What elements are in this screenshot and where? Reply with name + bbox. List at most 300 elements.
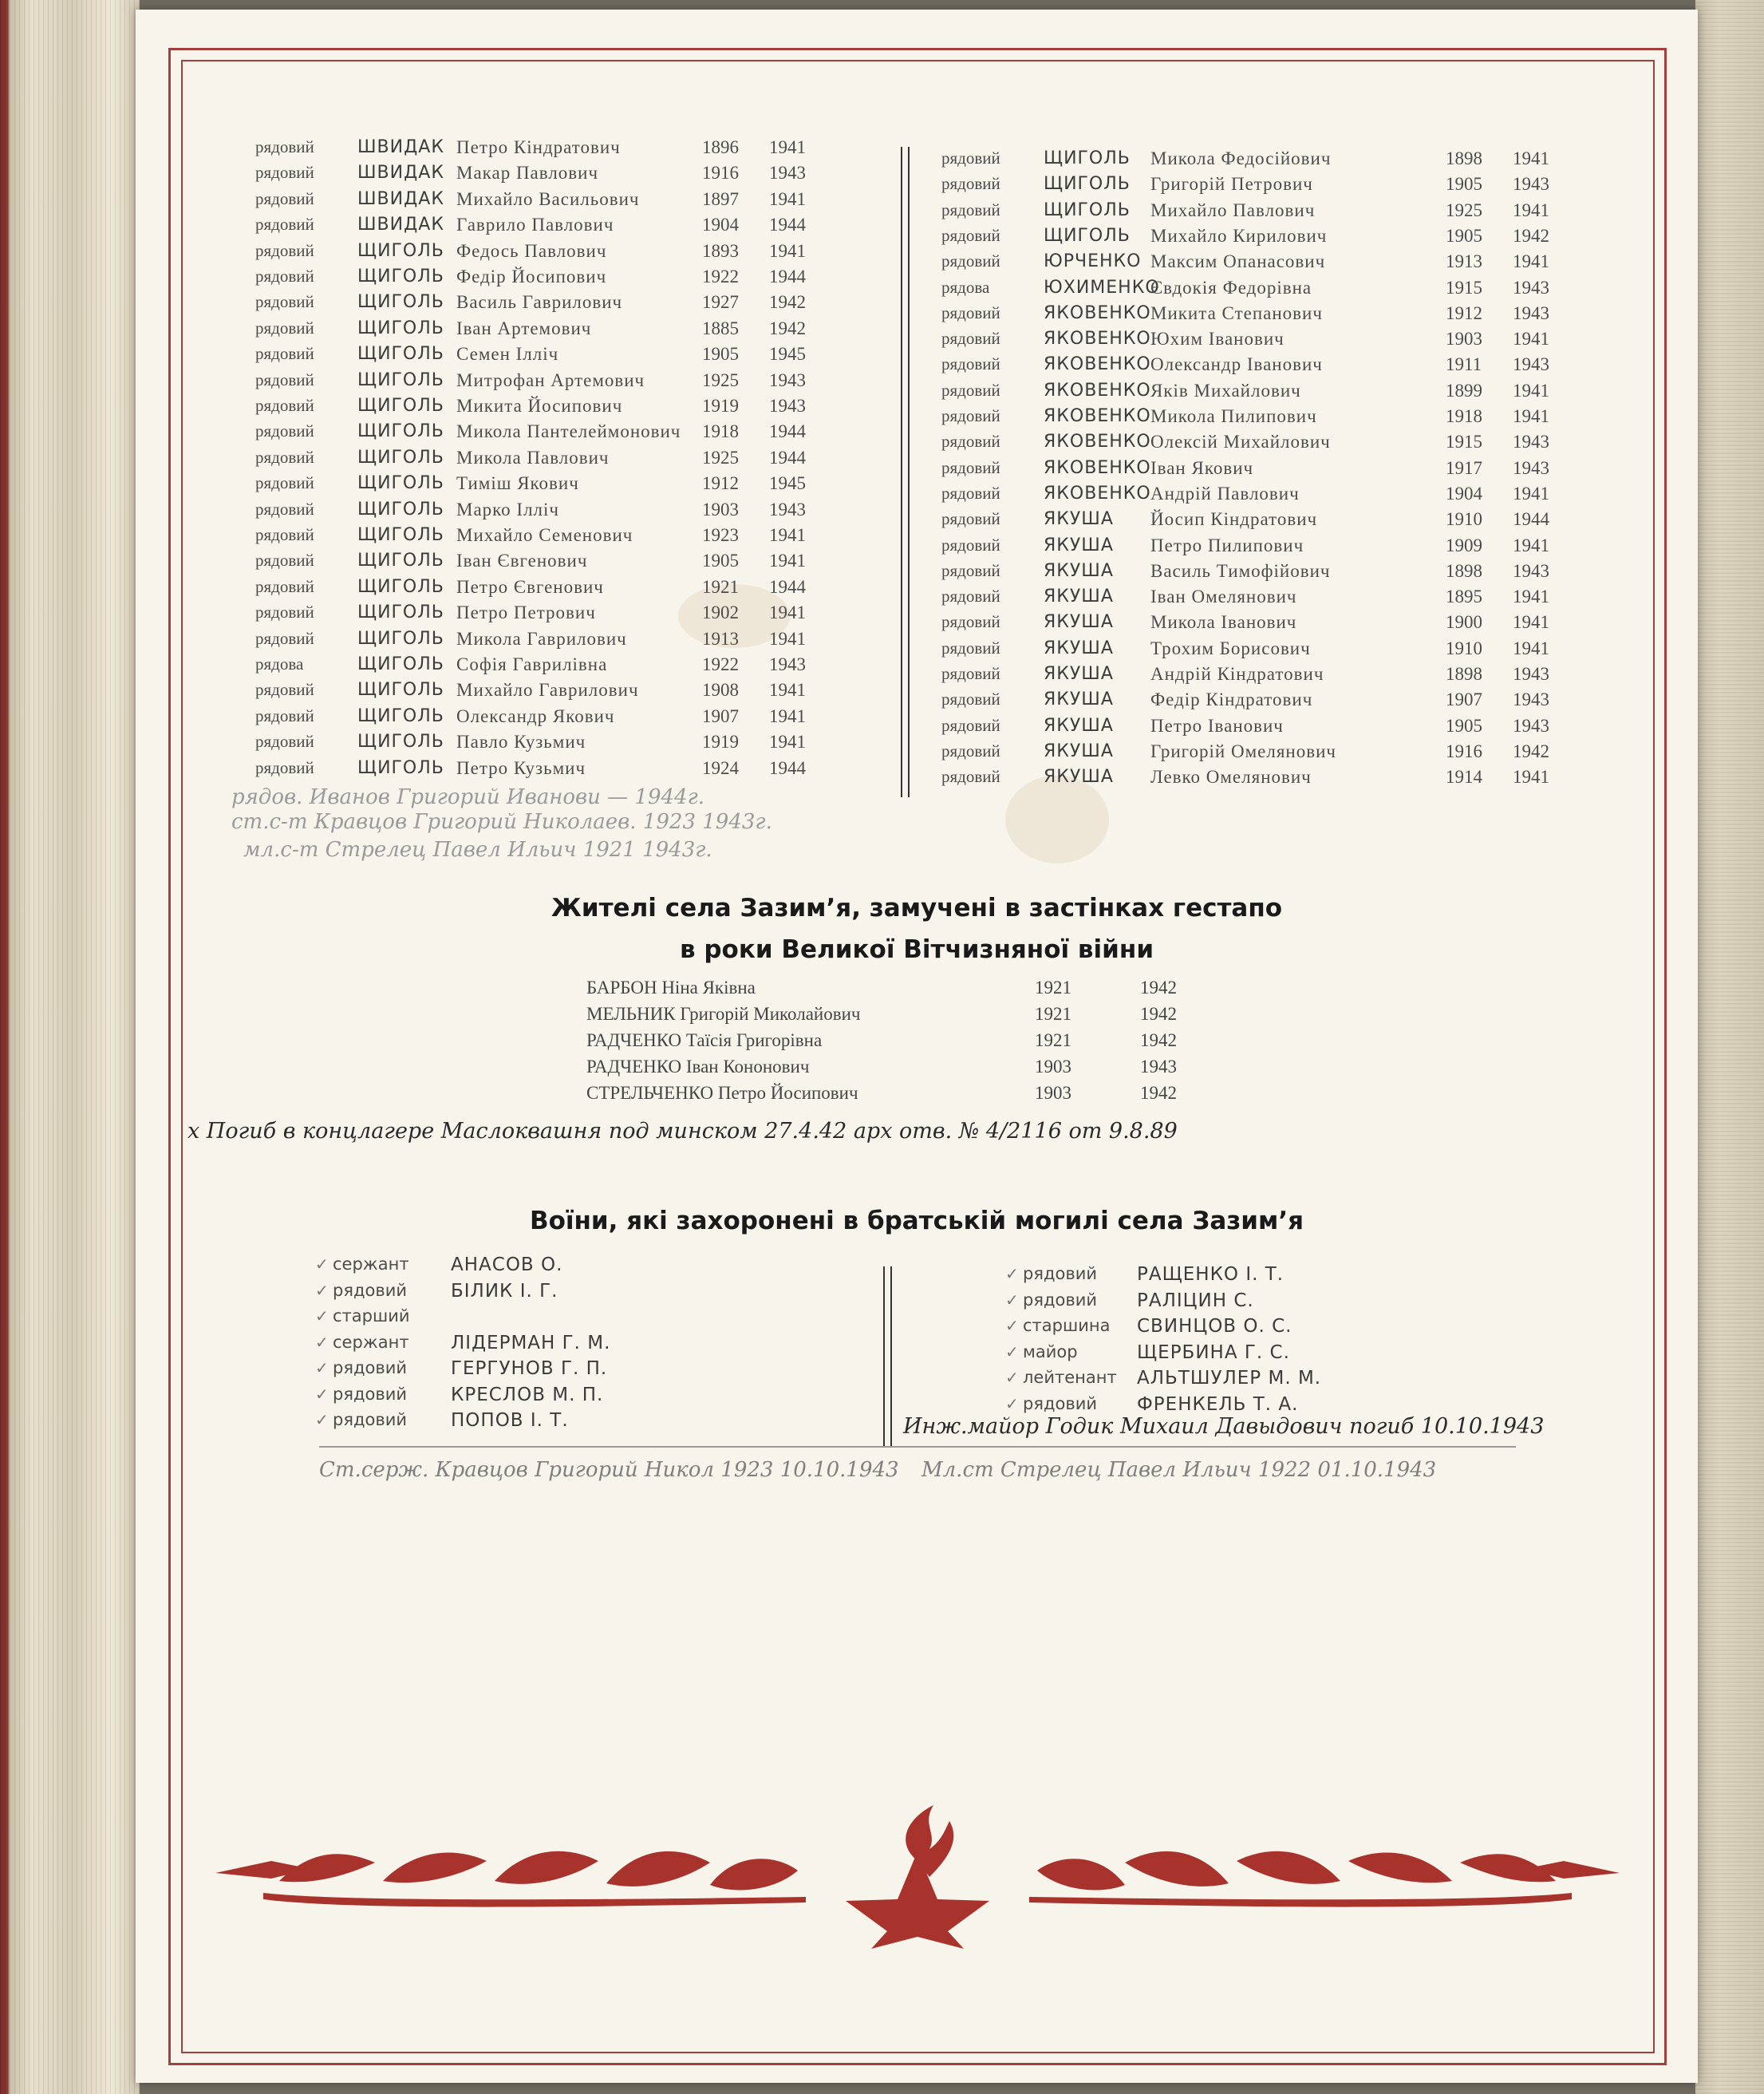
death-year: 1941 [1513,483,1549,504]
death-year: 1941 [769,705,806,726]
death-year: 1942 [769,318,806,338]
surname: ЩИГОЛЬ [357,369,444,390]
birth-year: 1913 [702,628,739,649]
given-names: Михайло Кирилович [1150,225,1328,246]
surname: ЯКОВЕНКО [1044,302,1151,323]
pencil-note-1: рядов. Иванов Григорий Иванови — 1944г. [231,785,704,809]
handwritten-concentration-camp-note: х Погиб в концлагере Маслоквашня под минском 27.4.42 арх отв. № 4/2116 от 9.8.89 [187,1119,1178,1144]
column-divider [901,147,902,797]
given-names: Петро Пилипович [1150,535,1304,555]
birth-year: 1905 [702,344,739,365]
eternal-flame-star-laurel-icon [215,1805,1620,1949]
rank-label: рядовий [1023,1393,1098,1413]
death-year: 1943 [1513,302,1549,323]
pencil-note-2: ст.с-т Кравцов Григорий Николаев. 1923 1943г. [231,810,772,834]
rank-label: рядовий [941,174,1000,194]
given-names: Тиміш Якович [456,473,579,494]
given-names: Олександр Іванович [1150,354,1323,375]
rank-label: рядовий [941,329,1000,349]
gestapo-heading-line2: в роки Великої Вітчизняної війни [679,935,1154,964]
birth-year: 1899 [1446,380,1482,401]
rank-label: рядовий [255,551,314,571]
given-names: Федір Кіндратович [1150,689,1313,710]
surname: ЩИГОЛЬ [1044,225,1131,246]
surname: ЯКУША [1044,767,1114,788]
grave-column-divider [890,1266,892,1446]
death-year: 1944 [1513,509,1549,530]
surname: ЯКУША [1044,509,1114,530]
given-names: Федір Йосипович [456,267,607,286]
death-year: 1941 [769,137,806,157]
surname: ЩИГОЛЬ [357,421,444,442]
soldier-name: ЩЕРБИНА Г. С. [1137,1341,1290,1363]
surname: ЩИГОЛЬ [357,551,444,571]
death-year: 1945 [769,473,806,494]
surname: ШВИДАК [357,163,444,184]
death-year: 1941 [769,240,806,261]
surname: ЩИГОЛЬ [357,757,444,778]
birth-year: 1904 [702,215,739,235]
death-year: 1943 [1513,457,1549,478]
given-names: Михайло Павлович [1150,200,1316,220]
birth-year: 1927 [702,292,739,313]
check-mark-icon: ✓ [315,1360,329,1377]
birth-year: 1921 [702,576,739,597]
given-names: Федось Павлович [456,240,607,261]
rank-label: рядовий [255,344,314,364]
given-names: Митрофан Артемович [456,369,645,390]
rank-label: рядовий [1023,1290,1098,1310]
surname: ЯКОВЕНКО [1044,329,1151,350]
surname: ЩИГОЛЬ [1044,174,1131,195]
given-names: Софія Гаврилівна [456,654,608,674]
death-year: 1942 [1513,225,1549,246]
rank-label: рядовий [941,302,1000,322]
surname: ЯКУША [1044,715,1114,736]
surname: ЩИГОЛЬ [357,292,444,313]
birth-year: 1905 [702,551,739,571]
given-names: Микола Пилипович [1150,406,1317,426]
surname: ЮХИМЕНКО [1044,277,1160,298]
rank-label: рядовий [255,576,314,596]
birth-year: 1925 [1446,200,1482,220]
rank-label: рядовий [941,432,1000,452]
given-names: Михайло Васильович [456,188,640,209]
rank-label: рядовий [941,612,1000,632]
death-year: 1942 [769,292,806,313]
surname: ЩИГОЛЬ [357,240,444,261]
death-year: 1941 [1513,767,1549,788]
surname: ЩИГОЛЬ [357,499,444,520]
book-right-cover [1695,0,1764,2094]
surname: ЯКОВЕНКО [1044,380,1151,401]
death-year: 1944 [769,215,806,235]
rank-label: сержант [333,1332,409,1352]
given-names: Петро Петрович [456,603,596,623]
birth-year: 1905 [1446,225,1482,246]
rank-label: рядовий [333,1358,408,1377]
death-year: 1943 [1140,1057,1177,1077]
surname: ЩИГОЛЬ [357,318,444,338]
given-names: Петро Кіндратович [456,137,621,157]
check-mark-icon: ✓ [1005,1369,1019,1387]
given-names: Григорій Петрович [1150,174,1313,195]
check-mark-icon: ✓ [1005,1291,1019,1310]
surname: ЯКУША [1044,638,1114,658]
rank-label: рядовий [941,200,1000,219]
birth-year: 1910 [1446,638,1482,658]
given-names: Юхим Іванович [1150,329,1285,350]
check-mark-icon: ✓ [1005,1318,1019,1335]
surname: ЩИГОЛЬ [357,267,444,286]
surname: ЯКОВЕНКО [1044,406,1151,426]
rank-label: рядовий [255,240,314,260]
handwritten-major-note: Инж.майор Годик Михаил Давыдович погиб 10.10.1943 [903,1414,1545,1439]
death-year: 1943 [769,654,806,674]
given-names: Михайло Семенович [456,525,633,545]
surname: ЯКУША [1044,587,1114,607]
rank-label: старший [333,1306,410,1326]
given-names: Іван Євгенович [456,551,588,571]
birth-year: 1903 [1035,1083,1071,1103]
given-names: Іван Якович [1150,457,1254,478]
birth-year: 1922 [702,267,739,286]
birth-year: 1914 [1446,767,1482,788]
surname: ШВИДАК [357,215,444,235]
column-divider [908,147,910,797]
rank-label: рядовий [255,499,314,519]
rank-label: рядовий [941,354,1000,374]
death-year: 1941 [769,603,806,623]
death-year: 1943 [769,163,806,184]
birth-year: 1925 [702,369,739,390]
pencil-note-3: мл.с-т Стрелец Павел Ильич 1921 1943г. [243,838,712,862]
check-mark-icon: ✓ [1005,1266,1019,1283]
pencil-bottom-note-2: Мл.ст Стрелец Павел Ильич 1922 01.10.1943 [921,1458,1437,1482]
death-year: 1941 [1513,406,1549,426]
soldier-name: РАЩЕНКО І. Т. [1137,1264,1285,1285]
death-year: 1941 [1513,587,1549,607]
check-mark-icon: ✓ [315,1333,329,1352]
given-names: Микита Степанович [1150,302,1323,323]
death-year: 1944 [769,421,806,442]
rank-label: рядовий [255,447,314,467]
given-names: Микола Федосійович [1150,148,1332,168]
given-names: Михайло Гаврилович [456,680,639,701]
death-year: 1941 [1513,638,1549,658]
check-mark-icon: ✓ [1005,1343,1019,1361]
birth-year: 1917 [1446,457,1482,478]
surname: ЩИГОЛЬ [357,654,444,674]
birth-year: 1898 [1446,664,1482,684]
rank-label: рядовий [941,380,1000,400]
given-names: Марко Ілліч [456,499,559,520]
given-names: Василь Гаврилович [456,292,623,313]
death-year: 1941 [1513,612,1549,633]
birth-year: 1919 [702,732,739,753]
given-names: Микита Йосипович [456,396,623,416]
birth-year: 1923 [702,525,739,545]
birth-year: 1915 [1446,432,1482,452]
soldier-name: БІЛИК І. Г. [451,1280,558,1302]
surname: ЩИГОЛЬ [357,628,444,649]
death-year: 1941 [1513,251,1549,272]
rank-label: рядова [255,654,304,674]
birth-year: 1921 [1035,1004,1071,1024]
birth-year: 1902 [702,603,739,623]
rank-label: рядовий [255,292,314,312]
given-names: Олександр Якович [456,705,615,726]
book-left-edge [0,0,140,2094]
rank-label: рядовий [255,732,314,752]
surname: ЩИГОЛЬ [357,603,444,623]
birth-year: 1898 [1446,148,1482,168]
surname: ЯКУША [1044,689,1114,710]
birth-year: 1915 [1446,277,1482,298]
rank-label: рядовий [941,741,1000,761]
soldier-name: КРЕСЛОВ М. П. [451,1384,604,1405]
birth-year: 1907 [702,705,739,726]
rank-label: рядовий [255,137,314,156]
soldier-name: ПОПОВ І. Т. [451,1410,569,1431]
birth-year: 1921 [1035,1030,1071,1050]
death-year: 1942 [1140,978,1177,998]
check-mark-icon: ✓ [315,1308,329,1326]
death-year: 1942 [1140,1083,1177,1103]
surname: ЩИГОЛЬ [357,447,444,468]
death-year: 1944 [769,576,806,597]
given-names: Трохим Борисович [1150,638,1311,658]
given-names: Гаврило Павлович [456,215,614,235]
check-mark-icon: ✓ [315,1385,329,1404]
rank-label: рядовий [941,689,1000,709]
gestapo-name: РАДЧЕНКО Таїсія Григорівна [586,1030,823,1050]
death-year: 1941 [1513,380,1549,401]
birth-year: 1896 [702,137,739,157]
birth-year: 1925 [702,447,739,468]
birth-year: 1898 [1446,560,1482,581]
death-year: 1941 [769,525,806,545]
birth-year: 1922 [702,654,739,674]
surname: ЮРЧЕНКО [1044,251,1142,272]
birth-year: 1912 [702,473,739,494]
birth-year: 1918 [702,421,739,442]
surname: ЩИГОЛЬ [357,344,444,365]
death-year: 1943 [769,369,806,390]
birth-year: 1908 [702,680,739,701]
birth-year: 1903 [1035,1057,1071,1077]
death-year: 1942 [1513,741,1549,761]
surname: ЯКУША [1044,664,1114,684]
rank-label: майор [1023,1341,1078,1361]
rank-label: рядовий [941,664,1000,683]
death-year: 1943 [1513,354,1549,375]
death-year: 1943 [1513,174,1549,195]
death-year: 1945 [769,344,806,365]
birth-year: 1921 [1035,978,1071,998]
death-year: 1944 [769,757,806,778]
grave-column-divider [883,1266,885,1446]
birth-year: 1905 [1446,174,1482,195]
surname: ЩИГОЛЬ [357,680,444,701]
rank-label: рядовий [941,251,1000,271]
rank-label: рядовий [255,267,314,286]
surname: ЯКУША [1044,741,1114,761]
pencil-bottom-note-1: Ст.серж. Кравцов Григорий Никол 1923 10.10.1943 [319,1458,899,1482]
rank-label: рядовий [941,225,1000,245]
death-year: 1944 [769,267,806,286]
given-names: Микола Пантелеймонович [456,421,681,442]
rank-label: рядовий [255,421,314,441]
given-names: Семен Ілліч [456,344,559,365]
birth-year: 1912 [1446,302,1482,323]
rank-label: лейтенант [1023,1368,1117,1387]
rank-label: рядовий [941,483,1000,503]
rank-label: рядовий [255,215,314,235]
death-year: 1941 [769,732,806,753]
birth-year: 1893 [702,240,739,261]
gestapo-name: РАДЧЕНКО Іван Кононович [586,1057,810,1077]
given-names: Петро Іванович [1150,715,1284,736]
surname: ЯКУША [1044,612,1114,633]
given-names: Макар Павлович [456,163,599,184]
birth-year: 1907 [1446,689,1482,710]
surname: ЩИГОЛЬ [357,732,444,753]
surname: ЩИГОЛЬ [1044,148,1131,168]
rank-label: рядовий [333,1410,408,1429]
soldier-name: РАЛІЦИН С. [1137,1290,1254,1311]
surname: ЯКОВЕНКО [1044,354,1151,375]
rank-label: рядовий [255,757,314,777]
death-year: 1941 [1513,200,1549,220]
surname: ЯКОВЕНКО [1044,432,1151,452]
birth-year: 1895 [1446,587,1482,607]
birth-year: 1918 [1446,406,1482,426]
given-names: Павло Кузьмич [456,732,586,753]
gestapo-name: СТРЕЛЬЧЕНКО Петро Йосипович [586,1083,858,1103]
rank-label: рядовий [941,457,1000,477]
death-year: 1941 [1513,329,1549,350]
page [136,10,1698,2083]
birth-year: 1885 [702,318,739,338]
paper-stain [1005,776,1109,863]
rank-label: рядовий [941,560,1000,580]
check-mark-icon: ✓ [315,1412,329,1429]
pencil-underline [319,1446,1516,1448]
rank-label: рядовий [255,369,314,389]
death-year: 1944 [769,447,806,468]
death-year: 1943 [1513,560,1549,581]
birth-year: 1903 [702,499,739,520]
gestapo-heading-line1: Жителі села Зазим’я, замучені в застінках гестапо [551,894,1283,923]
given-names: Андрій Павлович [1150,483,1300,504]
rank-label: рядовий [941,767,1000,787]
rank-label: рядовий [255,473,314,493]
given-names: Петро Кузьмич [456,757,586,778]
birth-year: 1909 [1446,535,1482,555]
rank-label: рядовий [255,680,314,700]
birth-year: 1905 [1446,715,1482,736]
soldier-name: АЛЬТШУЛЕР М. М. [1137,1368,1322,1389]
rank-label: рядовий [255,318,314,338]
rank-label: рядовий [941,535,1000,555]
rank-label: рядовий [255,603,314,622]
death-year: 1941 [1513,148,1549,168]
given-names: Петро Євгенович [456,576,604,597]
birth-year: 1900 [1446,612,1482,633]
surname: ШВИДАК [357,137,444,157]
birth-year: 1924 [702,757,739,778]
soldier-name: ФРЕНКЕЛЬ Т. А. [1137,1393,1299,1415]
birth-year: 1916 [702,163,739,184]
soldier-name: ГЕРГУНОВ Г. П. [451,1358,608,1379]
death-year: 1943 [1513,277,1549,298]
rank-label: рядовий [941,587,1000,606]
rank-label: рядовий [941,406,1000,425]
surname: ЩИГОЛЬ [357,396,444,416]
death-year: 1943 [1513,689,1549,710]
birth-year: 1911 [1446,354,1482,375]
rank-label: рядовий [255,396,314,415]
rank-label: рядовий [255,163,314,183]
given-names: Василь Тимофійович [1150,560,1331,581]
rank-label: сержант [333,1254,409,1274]
soldier-name: АНАСОВ О. [451,1254,563,1275]
birth-year: 1910 [1446,509,1482,530]
death-year: 1943 [1513,432,1549,452]
surname: ЩИГОЛЬ [357,473,444,494]
death-year: 1941 [769,188,806,209]
birth-year: 1916 [1446,741,1482,761]
death-year: 1942 [1140,1030,1177,1050]
given-names: Григорій Омелянович [1150,741,1336,761]
birth-year: 1904 [1446,483,1482,504]
rank-label: старшина [1023,1316,1111,1335]
surname: ШВИДАК [357,188,444,209]
given-names: Андрій Кіндратович [1150,664,1324,684]
birth-year: 1913 [1446,251,1482,272]
given-names: Євдокія Федорівна [1150,277,1312,298]
rank-label: рядова [941,277,990,297]
death-year: 1943 [769,499,806,520]
soldier-name: СВИНЦОВ О. С. [1137,1316,1292,1337]
given-names: Йосип Кіндратович [1150,509,1318,530]
rank-label: рядовий [941,148,1000,168]
check-mark-icon: ✓ [315,1256,329,1274]
rank-label: рядовий [255,188,314,208]
given-names: Олексій Михайлович [1150,432,1331,452]
rank-label: рядовий [333,1280,408,1300]
mass-grave-heading: Воїни, які захоронені в братській могилі села Зазим’я [529,1207,1304,1235]
given-names: Іван Артемович [456,318,592,338]
death-year: 1943 [769,396,806,416]
rank-label: рядовий [255,628,314,648]
death-year: 1942 [1140,1004,1177,1024]
given-names: Микола Гаврилович [456,628,627,649]
given-names: Микола Іванович [1150,612,1297,633]
given-names: Микола Павлович [456,447,610,468]
surname: ЩИГОЛЬ [357,576,444,597]
rank-label: рядовий [255,705,314,725]
death-year: 1941 [1513,535,1549,555]
surname: ЯКУША [1044,535,1114,555]
rank-label: рядовий [941,509,1000,529]
rank-label: рядовий [255,525,314,544]
death-year: 1941 [769,628,806,649]
check-mark-icon: ✓ [1005,1395,1019,1413]
surname: ЩИГОЛЬ [357,705,444,726]
soldier-name: ЛІДЕРМАН Г. М. [451,1332,611,1353]
